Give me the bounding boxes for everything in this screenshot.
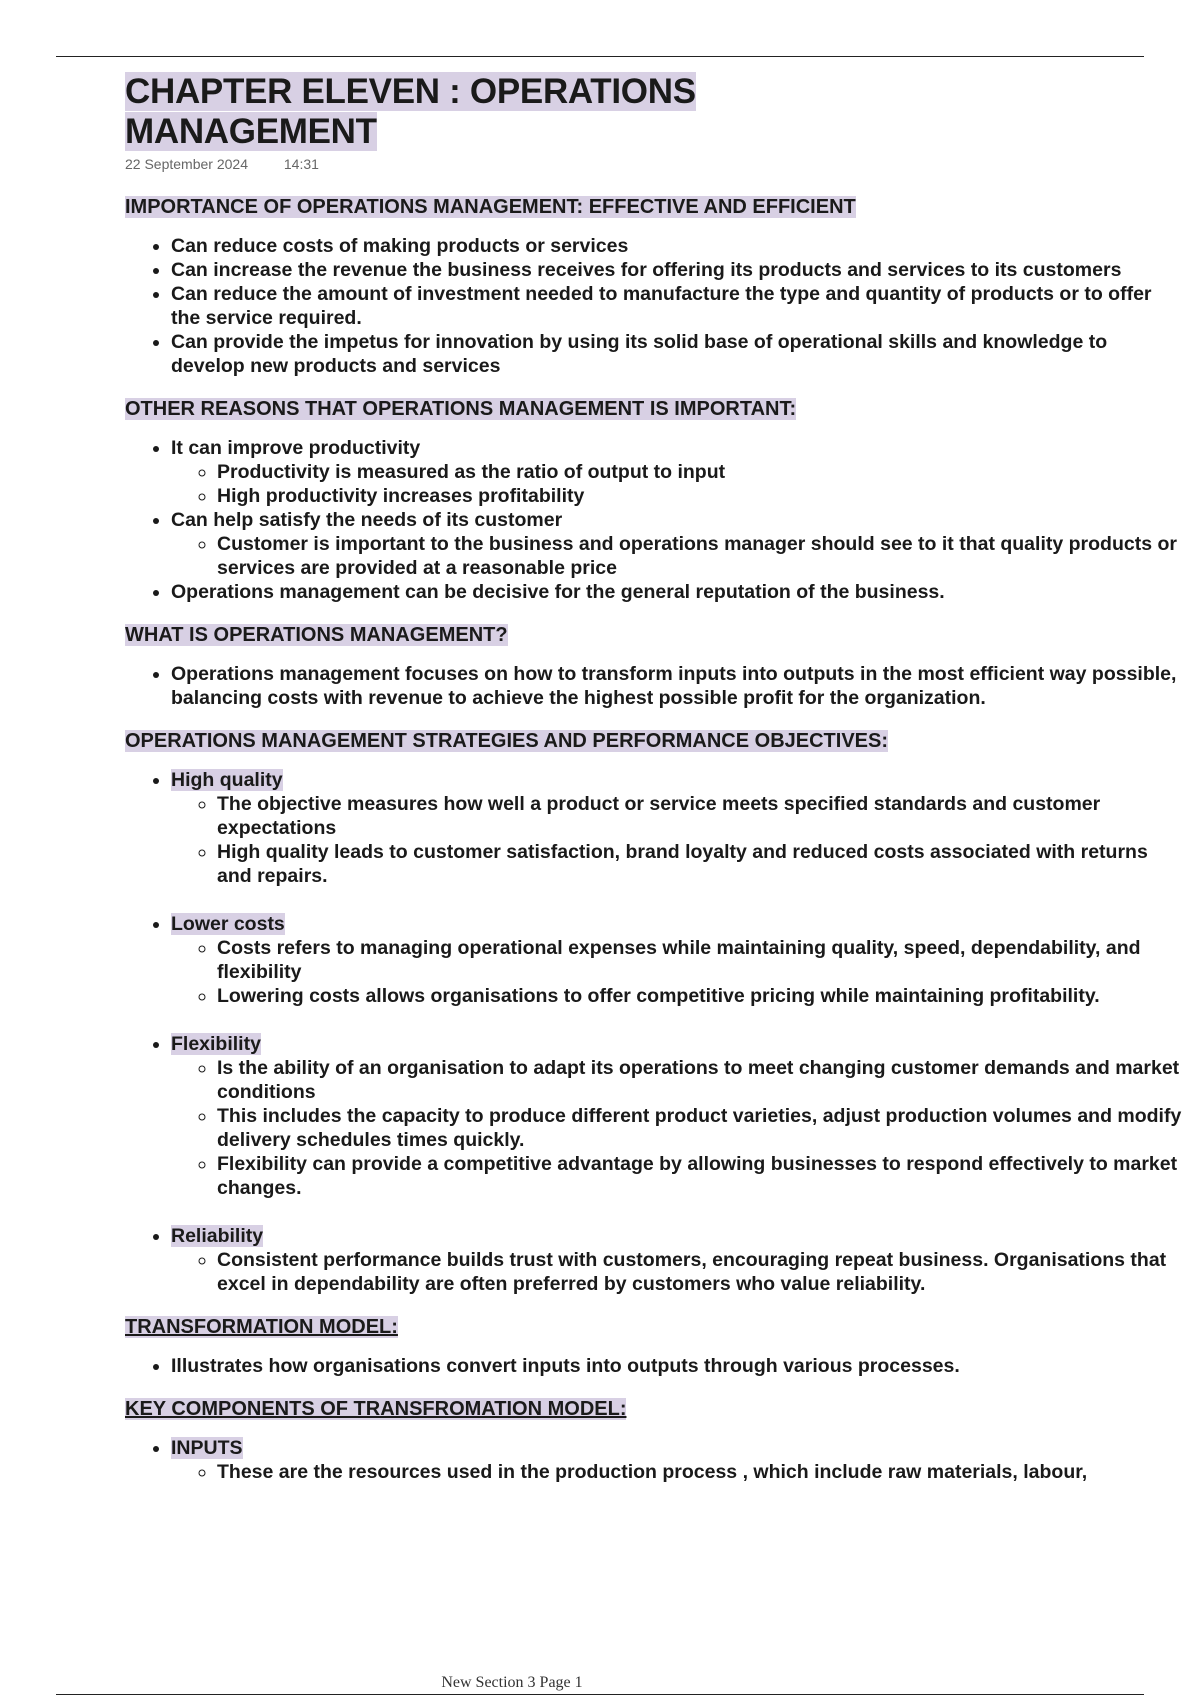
sub-list-item: ◦ Flexibility can provide a competitive advantage by allowing businesses to respond effectively to market changes.: [217, 1152, 1185, 1200]
list-item: • Illustrates how organisations convert inputs into outputs through various processes.: [171, 1354, 1185, 1378]
page-title: [125, 72, 1185, 152]
list-item-reliability: • Reliability ◦ Consistent performance builds trust with customers, encouraging repeat business. Organisations that excel in dependability are often preferred by customers who value reliability.: [171, 1224, 1185, 1296]
sub-list-item: ◦ Customer is important to the business and operations manager should see to it that quality products or services are provided at a reasonable price: [217, 532, 1185, 580]
page-date: 22 September 2024: [125, 156, 248, 172]
sub-list: [171, 1248, 1185, 1296]
list-item-lower-costs: • Lower costs ◦ Costs refers to managing operational expenses while maintaining quality, speed, dependability, and flexibility ◦ Lowering costs allows organisations to offer competitive pricing while maintaining profitability.: [171, 912, 1185, 1008]
key-components-list: [125, 1436, 1185, 1484]
list-item: • Can provide the impetus for innovation by using its solid base of operational skills and knowledge to develop new products and services: [171, 330, 1185, 378]
sub-list-item: ◦ High quality leads to customer satisfaction, brand loyalty and reduced costs associated with returns and repairs.: [217, 840, 1185, 888]
list-item: • Can increase the revenue the business receives for offering its products and services to its customers: [171, 258, 1185, 282]
section-heading-importance: IMPORTANCE OF OPERATIONS MANAGEMENT: EFFECTIVE AND EFFICIENT: [125, 196, 856, 218]
section-heading-transformation-model: TRANSFORMATION MODEL:: [125, 1316, 398, 1338]
sub-list: [171, 936, 1185, 1008]
what-is-list: [125, 662, 1185, 710]
list-item-flexibility: • Flexibility ◦ Is the ability of an organisation to adapt its operations to meet changing customer demands and market conditions ◦ This includes the capacity to produce different product varieties, adjust production volumes and modify delivery schedules times quickly. ◦ Flexibility can provide a competitive advantage by allowing businesses to respond effectively to market changes.: [171, 1032, 1185, 1200]
sub-list: [171, 532, 1185, 580]
sub-list-item: ◦ Is the ability of an organisation to adapt its operations to meet changing customer demands and market conditions: [217, 1056, 1185, 1104]
top-rule: [56, 56, 1144, 57]
list-item: • It can improve productivity ◦ Productivity is measured as the ratio of output to input ◦ High productivity increases profitability: [171, 436, 1185, 508]
sub-list-item: ◦ These are the resources used in the production process , which include raw materials, labour,: [217, 1460, 1185, 1484]
section-heading-other-reasons: OTHER REASONS THAT OPERATIONS MANAGEMENT IS IMPORTANT:: [125, 398, 797, 420]
sub-list-item: ◦ Costs refers to managing operational expenses while maintaining quality, speed, dependability, and flexibility: [217, 936, 1185, 984]
other-reasons-list: [125, 436, 1185, 604]
bottom-rule: [56, 1694, 1144, 1695]
sub-list-item: ◦ High productivity increases profitability: [217, 484, 1185, 508]
sub-list-item: ◦ Lowering costs allows organisations to offer competitive pricing while maintaining profitability.: [217, 984, 1185, 1008]
list-item: • Can reduce the amount of investment needed to manufacture the type and quantity of products or to offer the service required.: [171, 282, 1185, 330]
sub-list: [171, 460, 1185, 508]
title-line-1: CHAPTER ELEVEN : OPERATIONS: [125, 72, 696, 111]
list-item: • Operations management can be decisive for the general reputation of the business.: [171, 580, 1185, 604]
section-heading-strategies: OPERATIONS MANAGEMENT STRATEGIES AND PERFORMANCE OBJECTIVES:: [125, 730, 889, 752]
title-line-2: MANAGEMENT: [125, 112, 377, 151]
sub-list-item: ◦ The objective measures how well a product or service meets specified standards and customer expectations: [217, 792, 1185, 840]
sub-list: [171, 1056, 1185, 1200]
list-item-inputs: • INPUTS ◦ These are the resources used in the production process , which include raw materials, labour,: [171, 1436, 1185, 1484]
list-item: • Can help satisfy the needs of its customer ◦ Customer is important to the business and operations manager should see to it that quality products or services are provided at a reasonable price: [171, 508, 1185, 580]
page-time: 14:31: [283, 156, 319, 172]
list-item-high-quality: • High quality ◦ The objective measures how well a product or service meets specified standards and customer expectations ◦ High quality leads to customer satisfaction, brand loyalty and reduced costs associated with returns and repairs.: [171, 768, 1185, 888]
page-meta: [125, 156, 1185, 176]
page-content: [125, 72, 1185, 1484]
section-heading-key-components: KEY COMPONENTS OF TRANSFROMATION MODEL:: [125, 1398, 627, 1420]
sub-list-item: ◦ This includes the capacity to produce different product varieties, adjust production volumes and modify delivery schedules times quickly.: [217, 1104, 1185, 1152]
section-heading-what-is: WHAT IS OPERATIONS MANAGEMENT?: [125, 624, 508, 646]
strategies-list: [125, 768, 1185, 1296]
importance-list: [125, 234, 1185, 378]
sub-list: [171, 792, 1185, 888]
transformation-list: [125, 1354, 1185, 1378]
list-item: • Can reduce costs of making products or services: [171, 234, 1185, 258]
sub-list-item: ◦ Consistent performance builds trust with customers, encouraging repeat business. Organisations that excel in dependability are often preferred by customers who value reliability.: [217, 1248, 1185, 1296]
sub-list-item: ◦ Productivity is measured as the ratio of output to input: [217, 460, 1185, 484]
sub-list: [171, 1460, 1185, 1484]
page-footer: New Section 3 Page 1: [441, 1674, 583, 1691]
list-item: • Operations management focuses on how to transform inputs into outputs in the most efficient way possible, balancing costs with revenue to achieve the highest possible profit for the organization.: [171, 662, 1185, 710]
